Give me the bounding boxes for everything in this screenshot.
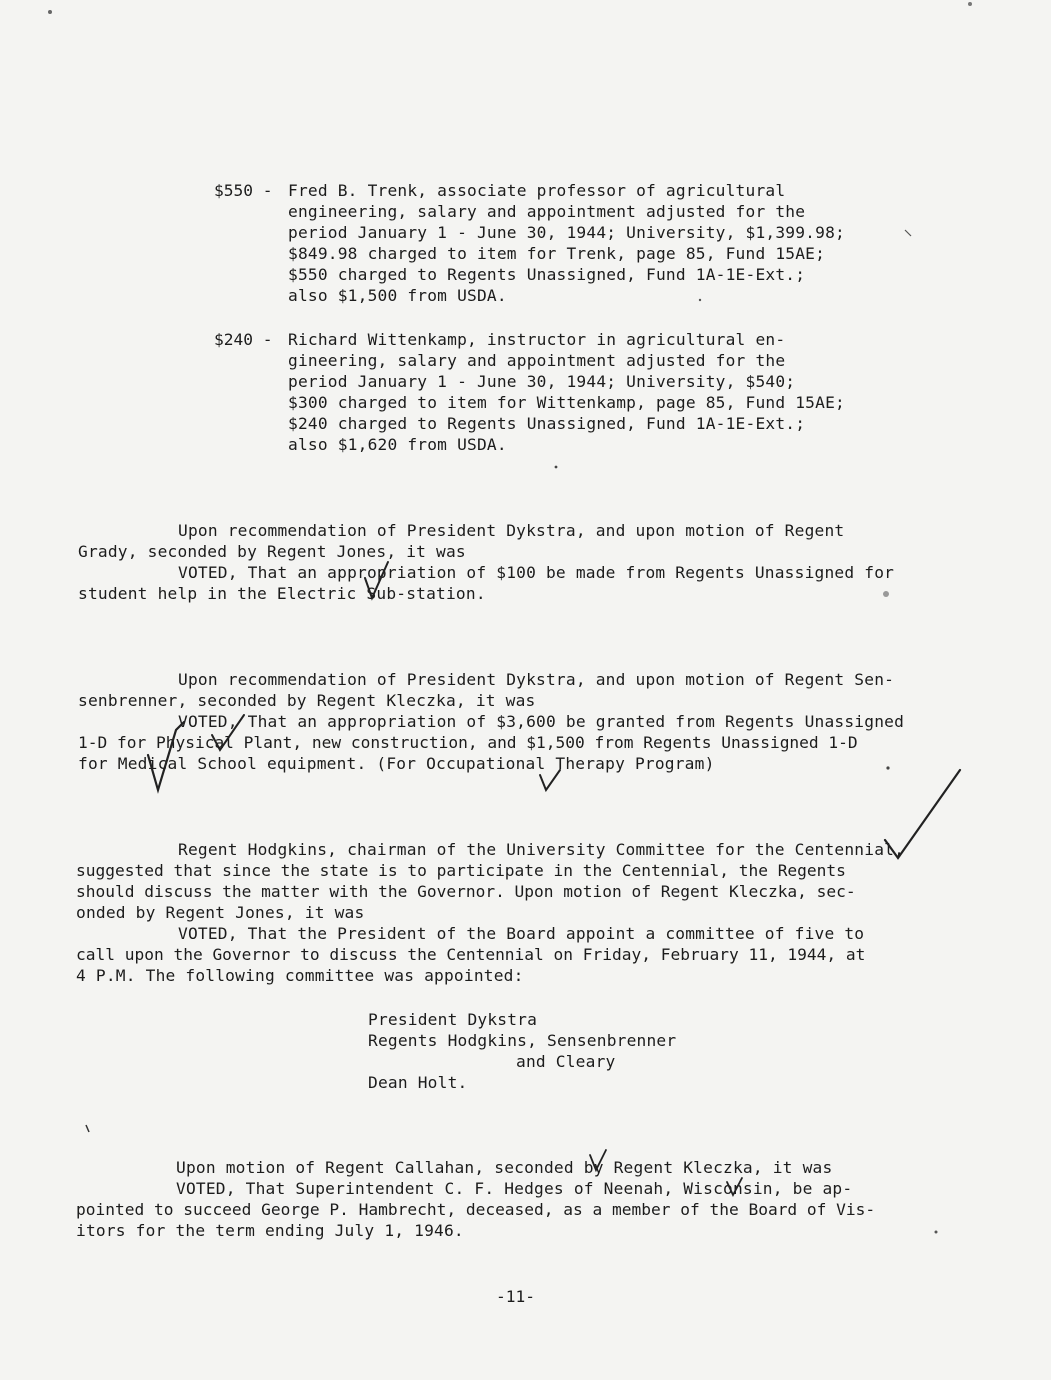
stray-mark (86, 1125, 89, 1132)
motion-line: Regent Hodgkins, chairman of the University Committee for the Centennial, (178, 840, 905, 859)
motion-line: pointed to succeed George P. Hambrecht, deceased, as a member of the Board of Vis- (76, 1200, 876, 1219)
motion-line: Upon motion of Regent Callahan, seconded by Regent Kleczka, it was (176, 1158, 833, 1177)
entry-line: $240 charged to Regents Unassigned, Fund 1A-1E-Ext.; (288, 414, 806, 433)
stray-dot (935, 1231, 938, 1234)
entry-line: $300 charged to item for Wittenkamp, page 85, Fund 15AE; (288, 393, 845, 412)
stray-dot (883, 591, 889, 597)
committee-line: Regents Hodgkins, Sensenbrenner (368, 1031, 677, 1050)
entry-line: also $1,500 from USDA. (288, 286, 507, 305)
committee-line: and Cleary (516, 1052, 616, 1071)
motion-line: should discuss the matter with the Governor. Upon motion of Regent Kleczka, sec- (76, 882, 856, 901)
entry-line: $550 charged to Regents Unassigned, Fund 1A-1E-Ext.; (288, 265, 806, 284)
entry-amount: $240 - (214, 330, 273, 349)
entry-line: period January 1 - June 30, 1944; University, $1,399.98; (288, 223, 845, 242)
stray-mark (905, 230, 911, 236)
motion-line: VOTED, That the President of the Board appoint a committee of five to (178, 924, 865, 943)
motion-line: suggested that since the state is to participate in the Centennial, the Regents (76, 861, 846, 880)
motion-line: call upon the Governor to discuss the Centennial on Friday, February 11, 1944, at (76, 945, 866, 964)
page-number: -11- (496, 1287, 535, 1306)
stray-dot (48, 10, 52, 14)
committee-line: Dean Holt. (368, 1073, 468, 1092)
stray-dot (555, 466, 558, 469)
entry-line: engineering, salary and appointment adjusted for the (288, 202, 806, 221)
entry-line: $849.98 charged to item for Trenk, page 85, Fund 15AE; (288, 244, 826, 263)
motion-line: Upon recommendation of President Dykstra, and upon motion of Regent Sen- (178, 670, 895, 689)
motion-line: itors for the term ending July 1, 1946. (76, 1221, 464, 1240)
motion-line: onded by Regent Jones, it was (76, 903, 365, 922)
motion-line: 1-D for Physical Plant, new construction, and $1,500 from Regents Unassigned 1-D (78, 733, 858, 752)
entry-line: gineering, salary and appointment adjusted for the (288, 351, 786, 370)
entry-line: period January 1 - June 30, 1944; University, $540; (288, 372, 796, 391)
committee-line: President Dykstra (368, 1010, 538, 1029)
stray-dot (968, 2, 972, 6)
motion-line: Grady, seconded by Regent Jones, it was (78, 542, 466, 561)
motion-line: Upon recommendation of President Dykstra, and upon motion of Regent (178, 521, 845, 540)
stray-dot (699, 299, 701, 301)
motion-line: student help in the Electric Sub-station. (78, 584, 486, 603)
entry-line: Richard Wittenkamp, instructor in agricultural en- (288, 330, 786, 349)
entry-line: also $1,620 from USDA. (288, 435, 507, 454)
motion-line: VOTED, That Superintendent C. F. Hedges of Neenah, Wisconsin, be ap- (176, 1179, 853, 1198)
entry-line: Fred B. Trenk, associate professor of agricultural (288, 181, 786, 200)
motion-line: 4 P.M. The following committee was appointed: (76, 966, 524, 985)
stray-dot (886, 766, 889, 769)
motion-line: for Medical School equipment. (For Occupational Therapy Program) (78, 754, 715, 773)
motion-line: VOTED, That an appropriation of $3,600 be granted from Regents Unassigned (178, 712, 905, 731)
entry-amount: $550 - (214, 181, 273, 200)
motion-line: senbrenner, seconded by Regent Kleczka, it was (78, 691, 536, 710)
motion-line: VOTED, That an appropriation of $100 be made from Regents Unassigned for (178, 563, 895, 582)
